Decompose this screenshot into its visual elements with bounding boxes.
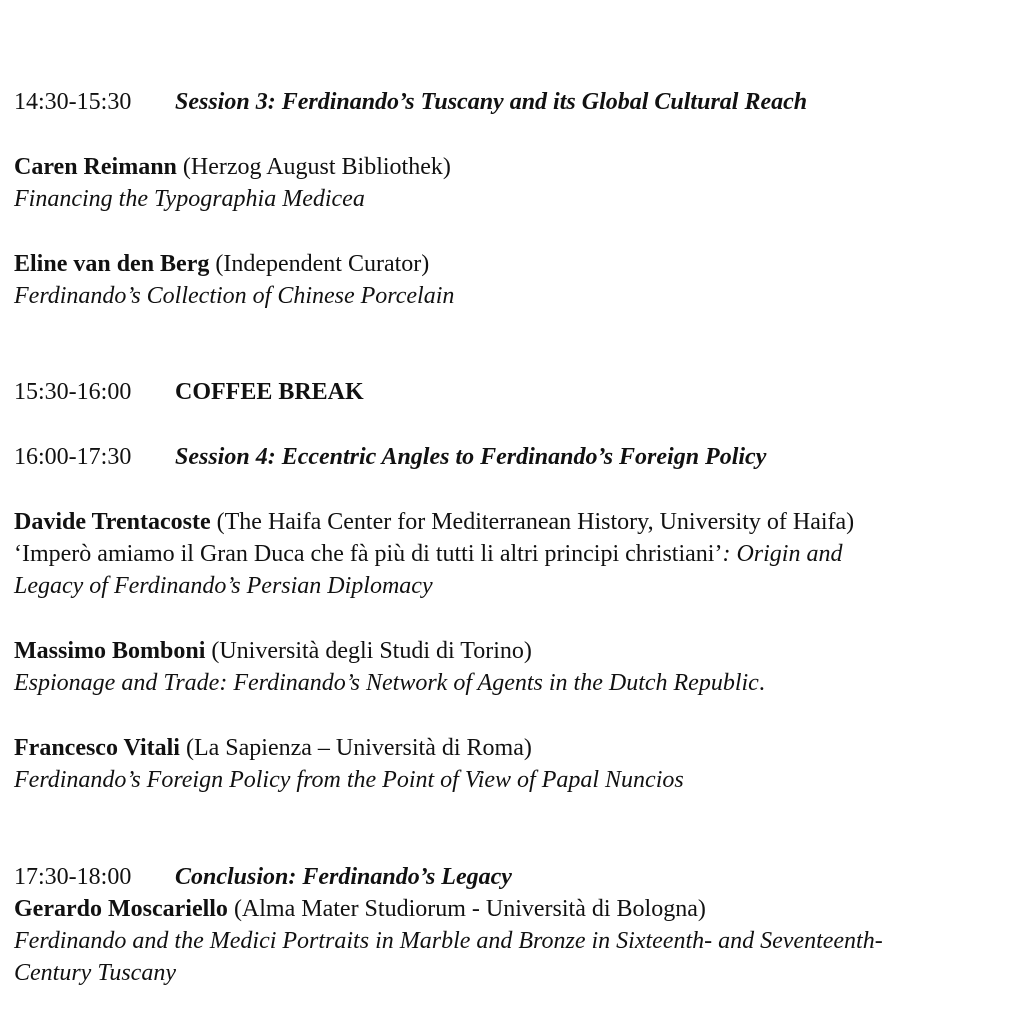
conclusion-header [14, 861, 1022, 893]
speaker-affiliation: (Università degli Studi di Torino) [205, 638, 532, 664]
session-3-title: Session 3: Ferdinando’s Tuscany and its Global Cultural Reach [175, 89, 808, 115]
coffee-break-row [14, 376, 1022, 408]
talk-title-rest: : Origin and [722, 541, 843, 567]
talk-title-period: . [758, 670, 765, 696]
talk-title-line [14, 667, 1022, 699]
talk-title-line-2: Century Tuscany [14, 960, 176, 986]
conclusion-time: 17:30-18:00 [14, 864, 132, 890]
spacer [14, 408, 1022, 441]
talk-speaker-line [14, 635, 1022, 667]
talk-title-line-1 [14, 538, 1022, 570]
speaker-name: Caren Reimann [14, 154, 177, 180]
spacer [14, 312, 1022, 376]
talk-speaker-line [14, 248, 1022, 280]
speaker-name: Davide Trentacoste [14, 509, 211, 535]
session-3-time: 14:30-15:30 [14, 89, 132, 115]
talk-title: Ferdinando’s Collection of Chinese Porcelain [14, 283, 455, 309]
coffee-break-title: COFFEE BREAK [175, 379, 364, 405]
speaker-affiliation: (Herzog August Bibliothek) [176, 154, 451, 180]
spacer [14, 118, 1022, 151]
talk-title: Ferdinando’s Foreign Policy from the Point of View of Papal Nuncios [14, 767, 684, 793]
talk-title-line-2: Legacy of Ferdinando’s Persian Diplomacy [14, 573, 433, 599]
session-4-title: Session 4: Eccentric Angles to Ferdinando’s Foreign Policy [175, 444, 767, 470]
speaker-name: Massimo Bomboni [14, 638, 206, 664]
session-4-header [14, 441, 1022, 473]
spacer [14, 215, 1022, 248]
speaker-affiliation: (La Sapienza – Università di Roma) [179, 735, 532, 761]
speaker-name: Francesco Vitali [14, 735, 180, 761]
spacer [14, 796, 1022, 861]
talk-speaker-line [14, 506, 1022, 538]
talk-speaker-line [14, 732, 1022, 764]
talk-title: Financing the Typographia Medicea [14, 186, 365, 212]
programme-schedule [14, 86, 1022, 989]
spacer [14, 699, 1022, 732]
coffee-break-time: 15:30-16:00 [14, 379, 132, 405]
spacer [14, 473, 1022, 506]
speaker-affiliation: (Alma Mater Studiorum - Università di Bologna) [227, 896, 706, 922]
talk-title: Espionage and Trade: Ferdinando’s Network of Agents in the Dutch Republic [14, 670, 759, 696]
conclusion-title: Conclusion: Ferdinando’s Legacy [175, 864, 512, 890]
talk-speaker-line [14, 893, 1022, 925]
speaker-name: Gerardo Moscariello [14, 896, 228, 922]
talk-title-quote: ‘Imperò amiamo il Gran Duca che fà più di tutti li altri principi christiani’ [14, 541, 723, 567]
spacer [14, 602, 1022, 635]
session-3-header [14, 86, 1022, 118]
talk-title-line-1: Ferdinando and the Medici Portraits in Marble and Bronze in Sixteenth- and Seventeenth- [14, 928, 883, 954]
speaker-affiliation: (The Haifa Center for Mediterranean History, University of Haifa) [210, 509, 855, 535]
speaker-affiliation: (Independent Curator) [209, 251, 430, 277]
speaker-name: Eline van den Berg [14, 251, 210, 277]
session-4-time: 16:00-17:30 [14, 444, 132, 470]
talk-speaker-line [14, 151, 1022, 183]
